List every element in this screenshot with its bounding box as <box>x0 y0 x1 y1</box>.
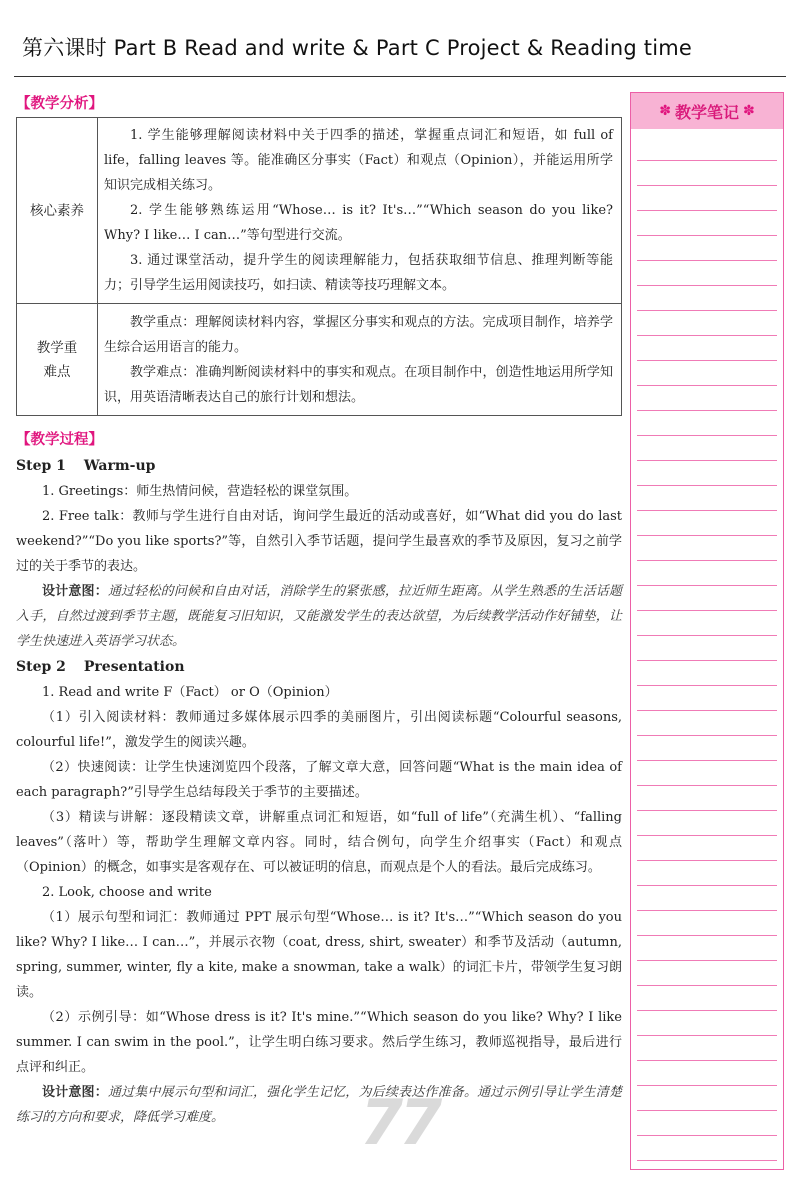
notes-header <box>631 93 783 129</box>
process-heading: 【教学过程】 <box>16 432 103 448</box>
analysis-heading: 【教学分析】 <box>16 96 103 112</box>
row-key-core: 核心素养 <box>17 118 98 304</box>
table-row <box>17 304 622 416</box>
notes-writing-lines[interactable] <box>637 129 777 1169</box>
step1-intent <box>16 579 622 654</box>
step2-para-1: 1. Read and write F（Fact） or O（Opinion） <box>42 685 338 700</box>
lesson-title: 第六课时 Part B Read and write & Part C Project & Reading time <box>22 36 693 60</box>
step2-intent-text: 通过集中展示句型和词汇，强化学生记忆，为后续表达作准备。通过示例引导让学生清楚练习的方向和要求，降低学习难度。 <box>16 1085 622 1125</box>
step2-para-7: （2）示例引导：如“Whose dress is it? It's mine.”“Which season do you like? Why? I like summer. I can swim in the pool.”，让学生明白练习要求。然后学生练习，教师巡视指导，最后进行点评和纠正。 <box>16 1010 622 1075</box>
flower-icon: ✽ <box>743 103 755 119</box>
notes-title: 教学笔记 <box>674 102 739 122</box>
step1-intent-label: 设计意图： <box>42 584 108 599</box>
step2-para-5: 2. Look, choose and write <box>42 885 212 900</box>
core-para-3: 3. 通过课堂活动，提升学生的阅读理解能力，包括获取细节信息、推理判断等能力；引导学生运用阅读技巧，如扫读、精读等技巧理解文本。 <box>104 253 613 293</box>
page-number: 77 <box>360 1086 439 1159</box>
step2-para-3: （2）快速阅读：让学生快速浏览四个段落，了解文章大意，回答问题“What is the main idea of each paragraph?”引导学生总结每段关于季节的主要描述。 <box>16 760 622 800</box>
step1-intent-text: 通过轻松的问候和自由对话，消除学生的紧张感，拉近师生距离。从学生熟悉的生活话题入手，自然过渡到季节主题，既能复习旧知识，又能激发学生的表达欲望，为后续教学活动作好铺垫，让学生快速进入英语学习状态。 <box>16 584 622 649</box>
title-divider <box>14 76 786 77</box>
step1-para-1: 1. Greetings：师生热情问候，营造轻松的课堂氛围。 <box>42 484 358 499</box>
row-value-focus <box>98 304 622 416</box>
core-para-1: 1. 学生能够理解阅读材料中关于四季的描述，掌握重点词汇和短语，如 full of life，falling leaves 等。能准确区分事实（Fact）和观点（Opinion），并能运用所学知识完成相关练习。 <box>104 128 613 193</box>
process-body <box>16 453 622 1130</box>
step1-label: Step 1 <box>16 458 66 474</box>
row-key-focus-line2: 难点 <box>43 363 71 380</box>
notes-panel <box>630 92 784 1170</box>
step2-intent-label: 设计意图： <box>42 1085 108 1100</box>
focus-para-1: 教学重点：理解阅读材料内容，掌握区分事实和观点的方法。完成项目制作，培养学生综合运用语言的能力。 <box>104 314 613 355</box>
step1-para-2: 2. Free talk：教师与学生进行自由对话，询问学生最近的活动或喜好，如“What did you do last weekend?”“Do you like sports?”等，自然引入季节话题，提问学生最喜欢的季节及原因，复习之前学过的关于季节的表达。 <box>16 509 622 574</box>
step2-intent <box>16 1080 622 1130</box>
step2-para-4: （3）精读与讲解：逐段精读文章，讲解重点词汇和短语，如“full of life”（充满生机）、“falling leaves”（落叶）等，帮助学生理解文章内容。同时，结合例句，向学生介绍事实（Fact）和观点（Opinion）的概念，如事实是客观存在、可以被证明的信息，而观点是个人的看法。最后完成练习。 <box>16 810 622 875</box>
analysis-table <box>16 117 622 416</box>
flower-icon: ✽ <box>659 103 671 119</box>
row-value-core <box>98 118 622 304</box>
step2-name: Presentation <box>83 659 185 675</box>
step1-heading <box>16 453 622 479</box>
step2-para-2: （1）引入阅读材料：教师通过多媒体展示四季的美丽图片，引出阅读标题“Colourful seasons, colourful life!”，激发学生的阅读兴趣。 <box>16 710 622 750</box>
step2-para-6: （1）展示句型和词汇：教师通过 PPT 展示句型“Whose… is it? It's…”“Which season do you like? Why? I like… I can…”，并展示衣物（coat, dress, shirt, sweater）和季节及活动（autumn, spring, summer, winter, fly a kite, make a snowman, take a walk）的词汇卡片，带领学生复习朗读。 <box>16 910 622 1000</box>
step2-label: Step 2 <box>16 659 66 675</box>
table-row <box>17 118 622 304</box>
row-key-focus-line1: 教学重 <box>36 339 78 356</box>
focus-para-2: 教学难点：准确判断阅读材料中的事实和观点。在项目制作中，创造性地运用所学知识，用英语清晰表达自己的旅行计划和想法。 <box>104 364 613 405</box>
step1-name: Warm-up <box>83 458 156 474</box>
core-para-2: 2. 学生能够熟练运用“Whose… is it? It's…”“Which season do you like? Why? I like… I can…”等句型进行交流。 <box>104 203 613 243</box>
row-key-focus <box>17 304 98 416</box>
step2-heading <box>16 654 622 680</box>
